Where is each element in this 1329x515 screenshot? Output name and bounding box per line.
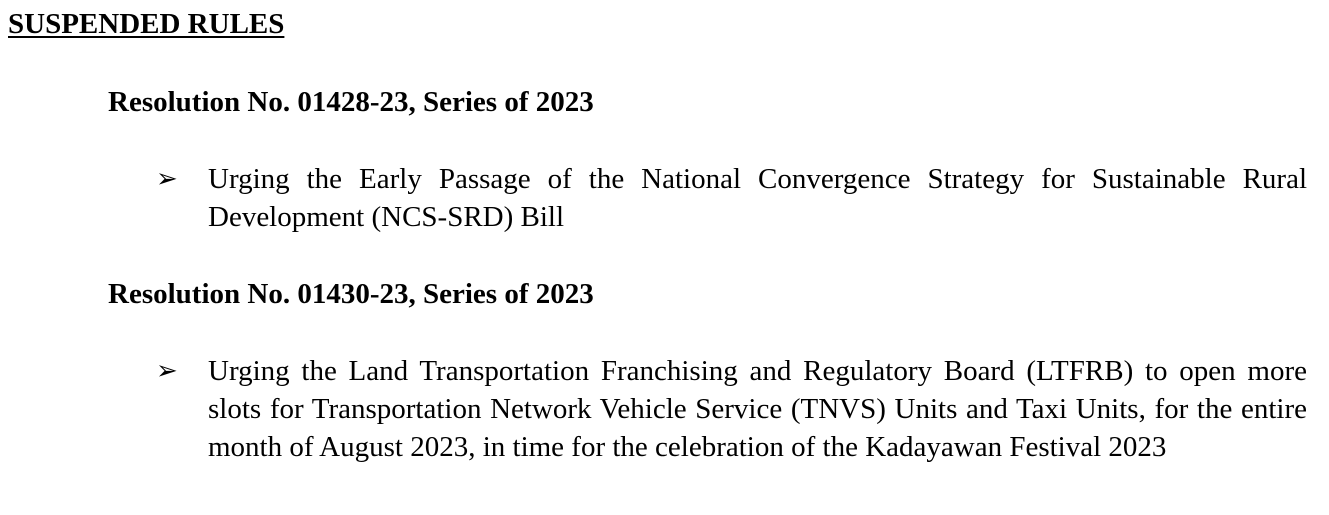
resolution-heading: Resolution No. 01428-23, Series of 2023 [108, 86, 594, 118]
resolution-heading: Resolution No. 01430-23, Series of 2023 [108, 278, 594, 310]
arrow-bullet-icon: ➢ [156, 164, 178, 194]
list-item [156, 160, 1307, 236]
resolution-item-text: Urging the Land Transportation Franchising and Regulatory Board (LTFRB) to open more slots for Transportation Network Vehicle Service (TNVS) Units and Taxi Units, for the entire month of August 2023, in time for the celebration of the Kadayawan Festival 2023 [208, 355, 1307, 463]
arrow-bullet-icon: ➢ [156, 356, 178, 386]
resolution-item-text: Urging the Early Passage of the National Convergence Strategy for Sustainable Rural Development (NCS-SRD) Bill [208, 163, 1307, 233]
section-title: SUSPENDED RULES [8, 8, 285, 40]
list-item [156, 352, 1307, 466]
